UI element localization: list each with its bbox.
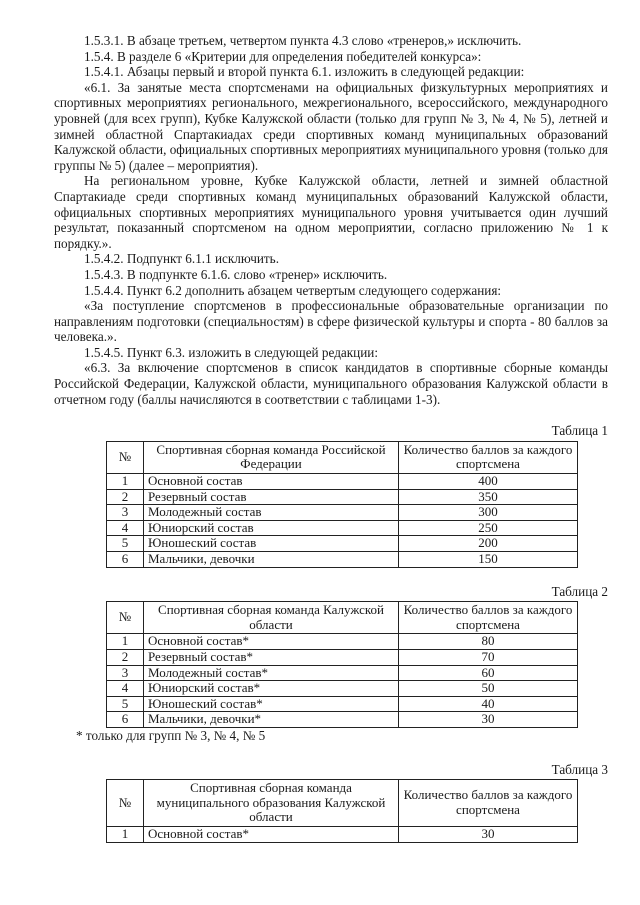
header-points: Количество баллов за каждого спортсмена (399, 441, 578, 473)
row-num: 1 (107, 634, 144, 650)
table-row (107, 665, 578, 681)
row-points: 300 (399, 505, 578, 521)
header-team: Спортивная сборная команда Калужской области (144, 602, 399, 634)
paragraph-regional-level: На региональном уровне, Кубке Калужской области, летней и зимней областной Спартакиаде среди спортивных команд муниципальных образований Калужской области, официальных спортивных мероприятиях муниципального уровня учитывается один лучший результат, показанный спортсменом на одном мероприятии, согласно приложению № 1 к порядку.». (54, 173, 608, 251)
row-num: 5 (107, 696, 144, 712)
row-num: 3 (107, 505, 144, 521)
table-header-row (107, 780, 578, 827)
row-name: Юниорский состав* (144, 681, 399, 697)
table-1-caption: Таблица 1 (551, 423, 608, 439)
row-points: 250 (399, 520, 578, 536)
table-row (107, 552, 578, 568)
paragraph-1-5-4-1: 1.5.4.1. Абзацы первый и второй пункта 6.1. изложить в следующей редакции: (84, 64, 525, 80)
header-points: Количество баллов за каждого спортсмена (399, 602, 578, 634)
table-row (107, 634, 578, 650)
paragraph-1-5-4-5: 1.5.4.5. Пункт 6.3. изложить в следующей редакции: (84, 344, 378, 360)
row-name: Молодежный состав (144, 505, 399, 521)
header-points: Количество баллов за каждого спортсмена (399, 780, 578, 827)
row-points: 80 (399, 634, 578, 650)
row-name: Юношеский состав (144, 536, 399, 552)
row-points: 350 (399, 489, 578, 505)
row-name: Резервный состав (144, 489, 399, 505)
table-row (107, 712, 578, 728)
table-header-row (107, 441, 578, 473)
row-num: 3 (107, 665, 144, 681)
header-num: № (107, 441, 144, 473)
row-name: Мальчики, девочки* (144, 712, 399, 728)
table-2-footnote: * только для групп № 3, № 4, № 5 (76, 727, 266, 743)
row-num: 4 (107, 520, 144, 536)
row-num: 6 (107, 712, 144, 728)
table-2 (106, 601, 578, 728)
row-name: Мальчики, девочки (144, 552, 399, 568)
paragraph-1-5-3-1: 1.5.3.1. В абзаце третьем, четвертом пункта 4.3 слово «тренеров,» исключить. (84, 33, 522, 48)
row-points: 30 (399, 712, 578, 728)
paragraph-admission: «За поступление спортсменов в профессиональные образовательные организации по направлениям подготовки (специальностям) в сфере физической культуры и спорта - 80 баллов за человека.». (54, 298, 608, 345)
table-header-row (107, 602, 578, 634)
row-points: 60 (399, 665, 578, 681)
paragraph-6-1: «6.1. За занятые места спортсменами на официальных физкультурных мероприятиях и спортивных мероприятиях регионального, межрегионального, всероссийского, международного уровней (для всех групп), Кубке Калужской области (только для групп № 3, № 4, № 5), летней и зимней областной Спартакиадах среди спортивных команд муниципальных образований Калужской области, официальных спортивных мероприятиях муниципального уровня (только для группы № 5) (далее – мероприятия). (54, 79, 608, 173)
row-name: Юношеский состав* (144, 696, 399, 712)
row-points: 70 (399, 649, 578, 665)
paragraph-1-5-4: 1.5.4. В разделе 6 «Критерии для определения победителей конкурса»: (84, 48, 482, 64)
row-name: Молодежный состав* (144, 665, 399, 681)
table-row (107, 489, 578, 505)
paragraph-6-3: «6.3. За включение спортсменов в список кандидатов в спортивные сборные команды Российской Федерации, Калужской области, муниципального образования Калужской области в отчетном году (баллы начисляются в соответствии с таблицами 1-3). (54, 360, 608, 407)
row-num: 6 (107, 552, 144, 568)
row-points: 400 (399, 474, 578, 490)
table-row (107, 681, 578, 697)
header-team: Спортивная сборная команда Российской Федерации (144, 441, 399, 473)
paragraph-1-5-4-3: 1.5.4.3. В подпункте 6.1.6. слово «тренер» исключить. (84, 266, 388, 282)
header-team: Спортивная сборная команда муниципального образования Калужской области (144, 780, 399, 827)
row-name: Основной состав* (144, 634, 399, 650)
table-row (107, 474, 578, 490)
row-num: 2 (107, 489, 144, 505)
header-num: № (107, 602, 144, 634)
row-num: 2 (107, 649, 144, 665)
row-name: Основной состав* (144, 826, 399, 842)
table-row (107, 505, 578, 521)
row-points: 150 (399, 552, 578, 568)
row-points: 30 (399, 826, 578, 842)
row-num: 1 (107, 826, 144, 842)
table-1 (106, 441, 578, 568)
table-3 (106, 779, 578, 842)
table-row (107, 520, 578, 536)
table-row (107, 536, 578, 552)
table-3-caption: Таблица 3 (551, 761, 608, 777)
row-name: Резервный состав* (144, 649, 399, 665)
row-num: 5 (107, 536, 144, 552)
table-2-caption: Таблица 2 (551, 583, 608, 599)
row-points: 40 (399, 696, 578, 712)
row-num: 4 (107, 681, 144, 697)
header-num: № (107, 780, 144, 827)
paragraph-1-5-4-4: 1.5.4.4. Пункт 6.2 дополнить абзацем четвертым следующего содержания: (84, 282, 502, 298)
row-num: 1 (107, 474, 144, 490)
table-row (107, 826, 578, 842)
table-row (107, 649, 578, 665)
row-name: Основной состав (144, 474, 399, 490)
table-row (107, 696, 578, 712)
row-name: Юниорский состав (144, 520, 399, 536)
row-points: 50 (399, 681, 578, 697)
paragraph-1-5-4-2: 1.5.4.2. Подпункт 6.1.1 исключить. (84, 251, 279, 267)
row-points: 200 (399, 536, 578, 552)
